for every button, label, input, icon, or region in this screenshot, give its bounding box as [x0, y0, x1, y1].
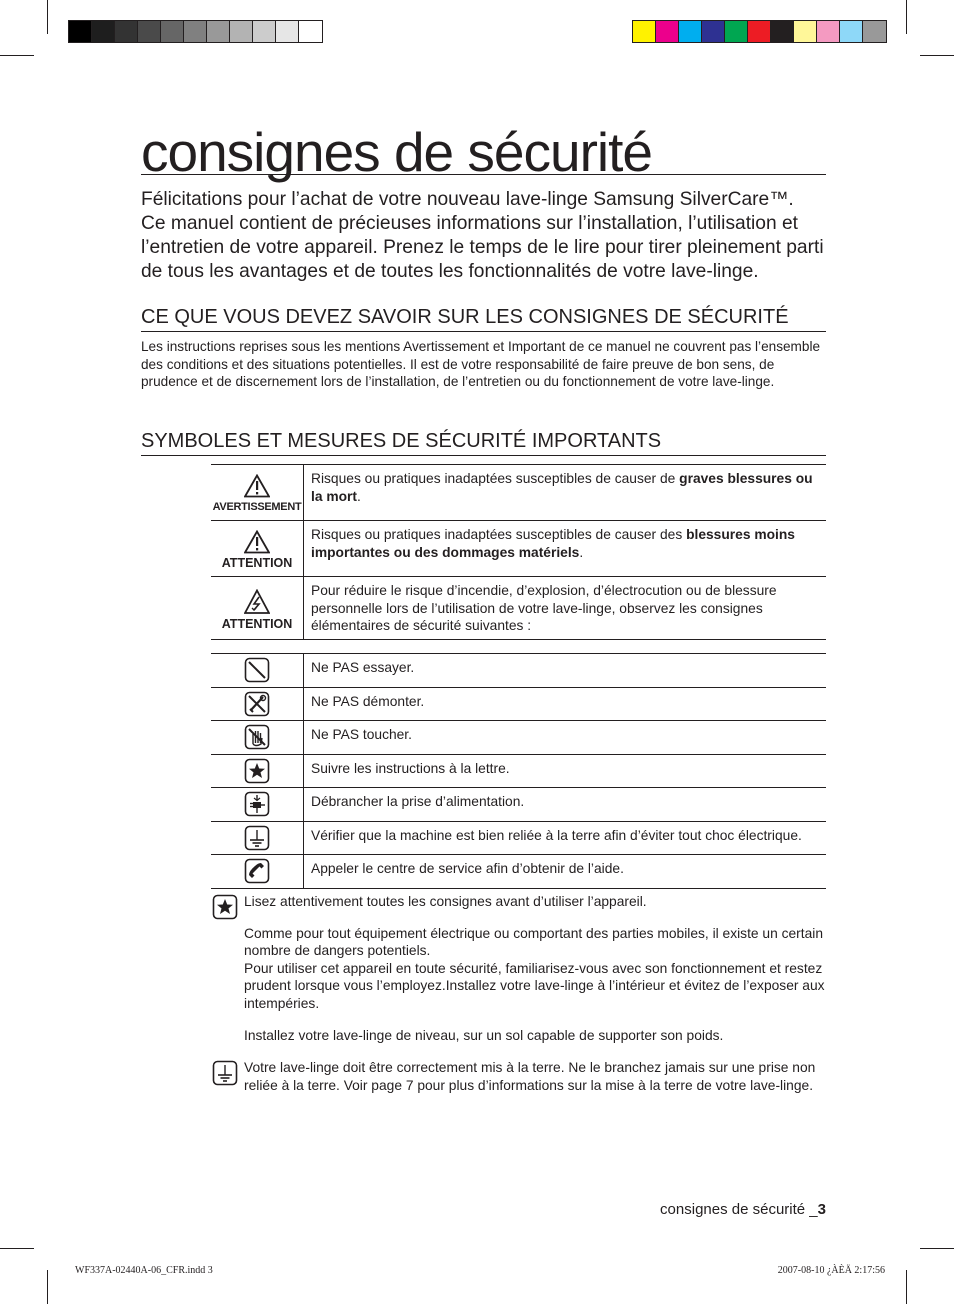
symbol-row: [211, 721, 826, 755]
color-swatch: [748, 21, 771, 42]
page-number: 3: [817, 1201, 826, 1218]
color-swatch: [253, 21, 276, 42]
warning-text: Pour réduire le risque d’incendie, d’explosion, d’électrocution ou de blessure personnelle lors de l’utilisation de votre lave-linge, observez les consignes élémentaires de sécurité suivantes :: [304, 577, 827, 640]
electric-hazard-icon: [244, 589, 270, 615]
caution-label: ATTENTION: [221, 556, 293, 571]
note-general-safety: [244, 893, 828, 1044]
color-swatch: [679, 21, 702, 42]
caution-triangle-icon: [244, 530, 270, 554]
caution-icon-cell: [211, 521, 304, 577]
section-heading-safety: CE QUE VOUS DEVEZ SAVOIR SUR LES CONSIGNES DE SÉCURITÉ: [141, 305, 826, 332]
symbol-text: Vérifier que la machine est bien reliée à la terre afin d’éviter tout choc électrique.: [304, 821, 827, 855]
crop-mark: [906, 1270, 907, 1304]
file-slug: WF337A-02440A-06_CFR.indd 3: [75, 1265, 213, 1276]
warning-row: [211, 465, 826, 521]
color-swatch: [115, 21, 138, 42]
symbol-icon-cell: [211, 754, 304, 788]
color-swatch: [207, 21, 230, 42]
symbol-icon-cell: [211, 721, 304, 755]
color-swatch: [656, 21, 679, 42]
symbol-table: [211, 653, 826, 889]
symbol-text: Ne PAS démonter.: [304, 687, 827, 721]
warning-row: [211, 521, 826, 577]
color-swatch: [840, 21, 863, 42]
ground-icon: [212, 1060, 238, 1086]
page-footer: [660, 1201, 826, 1218]
symbol-text: Suivre les instructions à la lettre.: [304, 754, 827, 788]
intro-line-2: Ce manuel contient de précieuses informations sur l’installation, l’utilisation et l’entretien de votre appareil. Prenez le temps de le lire pour tirer pleinement parti de tous les avantages et de toutes les fonctionnalités de votre lave-linge.: [141, 213, 824, 282]
symbol-row: [211, 754, 826, 788]
warning-text: Risques ou pratiques inadaptées susceptibles de causer de graves blessures ou la mort.: [304, 465, 827, 521]
color-swatch: [702, 21, 725, 42]
symbol-row: [211, 687, 826, 721]
no-disassembly-icon: [244, 691, 270, 717]
symbol-row: [211, 821, 826, 855]
symbol-text: Appeler le centre de service afin d’obtenir de l’aide.: [304, 855, 827, 889]
warning-table: [211, 464, 826, 640]
color-swatch: [230, 21, 253, 42]
intro-paragraph: [141, 188, 831, 284]
color-swatch: [817, 21, 840, 42]
crop-mark: [47, 0, 48, 34]
symbol-icon-cell: [211, 687, 304, 721]
note-grounding: [244, 1059, 828, 1094]
call-service-icon: [244, 858, 270, 884]
color-swatch: [184, 21, 207, 42]
footer-label: consignes de sécurité _: [660, 1201, 818, 1218]
note-paragraph: Installez votre lave-linge de niveau, sur un sol capable de supporter son poids.: [244, 1027, 724, 1043]
warning-row: [211, 577, 826, 640]
symbol-row: [211, 788, 826, 822]
follow-instructions-icon: [212, 894, 238, 920]
page-title: consignes de sécurité: [141, 122, 826, 175]
note-paragraph: Lisez attentivement toutes les consignes avant d’utiliser l’appareil.: [244, 894, 647, 909]
warning-triangle-icon: [244, 474, 270, 498]
color-bar: [632, 20, 887, 43]
electric-icon-cell: [211, 577, 304, 640]
follow-instructions-icon: [244, 758, 270, 784]
symbol-icon-cell: [211, 654, 304, 688]
symbol-row: [211, 855, 826, 889]
crop-mark: [0, 55, 34, 56]
prohibited-icon: [244, 657, 270, 683]
color-swatch: [299, 21, 322, 42]
ground-icon: [244, 825, 270, 851]
date-slug: 2007-08-10 ¿ÀÈÄ 2:17:56: [777, 1265, 885, 1276]
symbol-row: [211, 654, 826, 688]
symbol-text: Ne PAS toucher.: [304, 721, 827, 755]
color-swatch: [161, 21, 184, 42]
warning-label: AVERTISSEMENT: [212, 501, 302, 514]
symbol-text: Ne PAS essayer.: [304, 654, 827, 688]
intro-line-1: Félicitations pour l’achat de votre nouveau lave-linge Samsung SilverCare™.: [141, 189, 794, 210]
caution-label: ATTENTION: [221, 616, 293, 631]
crop-mark: [47, 1270, 48, 1304]
note-paragraph: Comme pour tout équipement électrique ou comportant des parties mobiles, il existe un certain nombre de dangers potentiels.: [244, 925, 824, 959]
grayscale-bar: [68, 20, 323, 43]
section-heading-symbols: SYMBOLES ET MESURES DE SÉCURITÉ IMPORTANTS: [141, 429, 826, 456]
unplug-icon: [244, 791, 270, 817]
section-body-safety: Les instructions reprises sous les mentions Avertissement et Important de ce manuel ne couvrent pas l’ensemble des conditions et des situations potentielles. Il est de votre responsabilité de faire preuve de bon sens, de prudence et de discernement lors de l’installation, de l’entretien ou du fonctionnement de votre lave-linge.: [141, 339, 821, 390]
crop-mark: [920, 55, 954, 56]
symbol-text: Débrancher la prise d’alimentation.: [304, 788, 827, 822]
symbol-icon-cell: [211, 788, 304, 822]
color-swatch: [92, 21, 115, 42]
symbol-icon-cell: [211, 855, 304, 889]
color-swatch: [794, 21, 817, 42]
crop-mark: [920, 1248, 954, 1249]
color-swatch: [633, 21, 656, 42]
warning-text: Risques ou pratiques inadaptées susceptibles de causer des blessures moins importantes ou des dommages matériels.: [304, 521, 827, 577]
color-swatch: [725, 21, 748, 42]
note-paragraph: Pour utiliser cet appareil en toute sécurité, familiarisez-vous avec son fonctionnement et restez prudent lorsque vous l’employez.Installez votre lave-linge à l’intérieur et évitez de l’exposer aux intempéries.: [244, 960, 825, 1011]
note-paragraph: Votre lave-linge doit être correctement mis à la terre. Ne le branchez jamais sur une prise non reliée à la terre. Voir page 7 pour plus d’informations sur la mise à la terre de votre lave-linge.: [244, 1060, 816, 1093]
color-swatch: [863, 21, 886, 42]
color-swatch: [138, 21, 161, 42]
color-swatch: [771, 21, 794, 42]
warning-icon-cell: [211, 465, 304, 521]
crop-mark: [906, 0, 907, 34]
crop-mark: [0, 1248, 34, 1249]
color-swatch: [276, 21, 299, 42]
no-touch-icon: [244, 724, 270, 750]
color-swatch: [69, 21, 92, 42]
symbol-icon-cell: [211, 821, 304, 855]
